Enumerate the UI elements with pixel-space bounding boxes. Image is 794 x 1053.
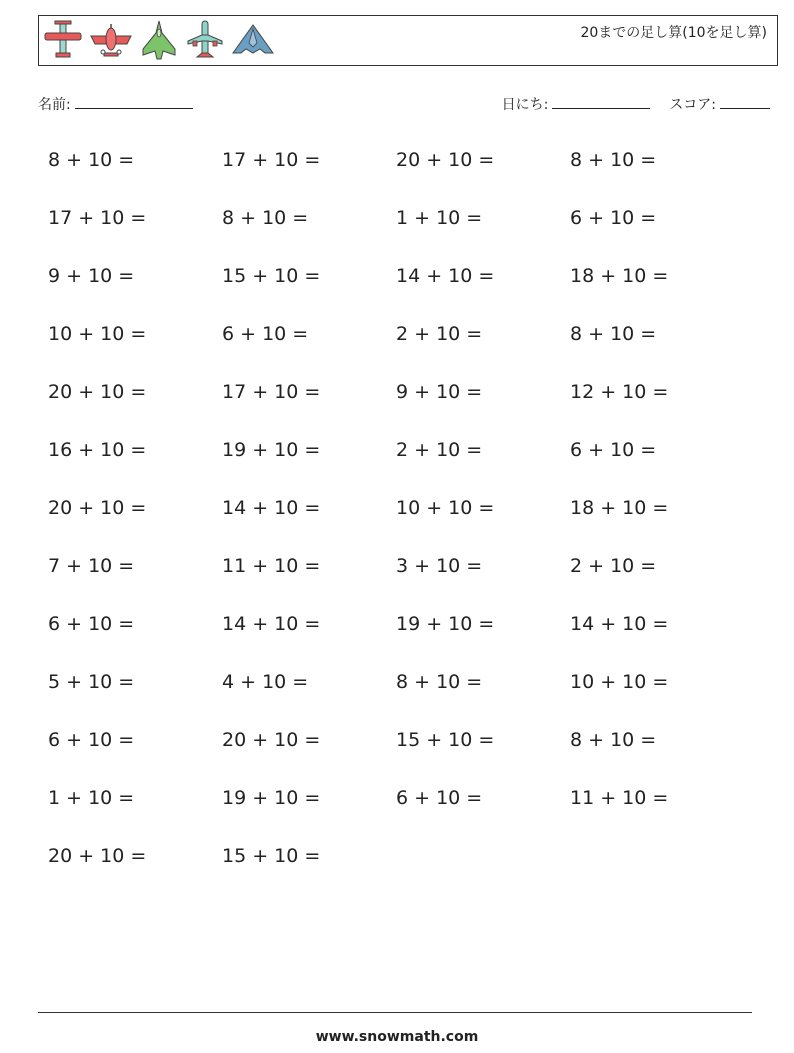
problem-item: 17 + 10 = bbox=[222, 149, 321, 171]
problem-item: 15 + 10 = bbox=[396, 729, 495, 751]
score-label: スコア: bbox=[669, 97, 716, 113]
problem-item: 20 + 10 = bbox=[48, 381, 147, 403]
problem-item: 6 + 10 = bbox=[396, 787, 483, 809]
footer-divider bbox=[38, 1012, 752, 1013]
date-score-fields bbox=[502, 94, 770, 114]
problem-item: 11 + 10 = bbox=[222, 555, 321, 577]
problem-item: 8 + 10 = bbox=[570, 149, 657, 171]
problem-item: 20 + 10 = bbox=[222, 729, 321, 751]
problem-item: 17 + 10 = bbox=[222, 381, 321, 403]
problem-item: 6 + 10 = bbox=[570, 439, 657, 461]
problem-item: 10 + 10 = bbox=[570, 671, 669, 693]
problem-item: 20 + 10 = bbox=[396, 149, 495, 171]
name-blank bbox=[75, 94, 193, 109]
problem-item: 18 + 10 = bbox=[570, 265, 669, 287]
green-fighter-jet-icon bbox=[139, 19, 179, 61]
problem-item: 9 + 10 = bbox=[396, 381, 483, 403]
footer-site: www.snowmath.com bbox=[315, 1029, 479, 1045]
problem-item: 9 + 10 = bbox=[48, 265, 135, 287]
blue-stealth-bomber-icon bbox=[231, 19, 275, 61]
worksheet-title: 20までの足し算(10を足し算) bbox=[580, 25, 767, 41]
problem-item: 20 + 10 = bbox=[48, 845, 147, 867]
problem-item: 16 + 10 = bbox=[48, 439, 147, 461]
problem-item: 19 + 10 = bbox=[222, 439, 321, 461]
date-label: 日にち: bbox=[501, 97, 549, 113]
red-biplane-icon bbox=[89, 19, 133, 61]
problem-item: 18 + 10 = bbox=[570, 497, 669, 519]
teal-airliner-icon bbox=[185, 19, 225, 61]
problem-item: 10 + 10 = bbox=[396, 497, 495, 519]
red-propeller-plane-icon bbox=[43, 19, 83, 61]
problem-item: 14 + 10 = bbox=[222, 497, 321, 519]
problem-item: 8 + 10 = bbox=[570, 729, 657, 751]
problem-item: 20 + 10 = bbox=[48, 497, 147, 519]
problem-item: 14 + 10 = bbox=[570, 613, 669, 635]
problem-item: 6 + 10 = bbox=[48, 613, 135, 635]
problem-item: 2 + 10 = bbox=[396, 323, 483, 345]
problem-item: 12 + 10 = bbox=[570, 381, 669, 403]
problem-item: 1 + 10 = bbox=[396, 207, 483, 229]
problem-item: 5 + 10 = bbox=[48, 671, 135, 693]
problem-item: 19 + 10 = bbox=[396, 613, 495, 635]
problem-item: 7 + 10 = bbox=[48, 555, 135, 577]
problem-item: 14 + 10 = bbox=[396, 265, 495, 287]
problem-item: 15 + 10 = bbox=[222, 265, 321, 287]
problem-item: 6 + 10 = bbox=[570, 207, 657, 229]
problem-item: 14 + 10 = bbox=[222, 613, 321, 635]
problem-grid bbox=[48, 140, 768, 894]
problem-item: 8 + 10 = bbox=[48, 149, 135, 171]
problem-item: 11 + 10 = bbox=[570, 787, 669, 809]
problem-item: 1 + 10 = bbox=[48, 787, 135, 809]
problem-item: 4 + 10 = bbox=[222, 671, 309, 693]
airplane-icons bbox=[43, 19, 275, 61]
score-blank bbox=[720, 94, 770, 109]
problem-item: 10 + 10 = bbox=[48, 323, 147, 345]
problem-item: 19 + 10 = bbox=[222, 787, 321, 809]
problem-item: 8 + 10 = bbox=[396, 671, 483, 693]
date-blank bbox=[552, 94, 650, 109]
problem-item: 8 + 10 = bbox=[570, 323, 657, 345]
problem-item: 6 + 10 = bbox=[222, 323, 309, 345]
name-label: 名前: bbox=[38, 97, 71, 113]
problem-item: 2 + 10 = bbox=[570, 555, 657, 577]
name-field bbox=[38, 94, 193, 114]
problem-item: 15 + 10 = bbox=[222, 845, 321, 867]
header-box bbox=[38, 15, 778, 66]
problem-item: 3 + 10 = bbox=[396, 555, 483, 577]
problem-item: 17 + 10 = bbox=[48, 207, 147, 229]
problem-item: 8 + 10 = bbox=[222, 207, 309, 229]
problem-item: 2 + 10 = bbox=[396, 439, 483, 461]
problem-item: 6 + 10 = bbox=[48, 729, 135, 751]
